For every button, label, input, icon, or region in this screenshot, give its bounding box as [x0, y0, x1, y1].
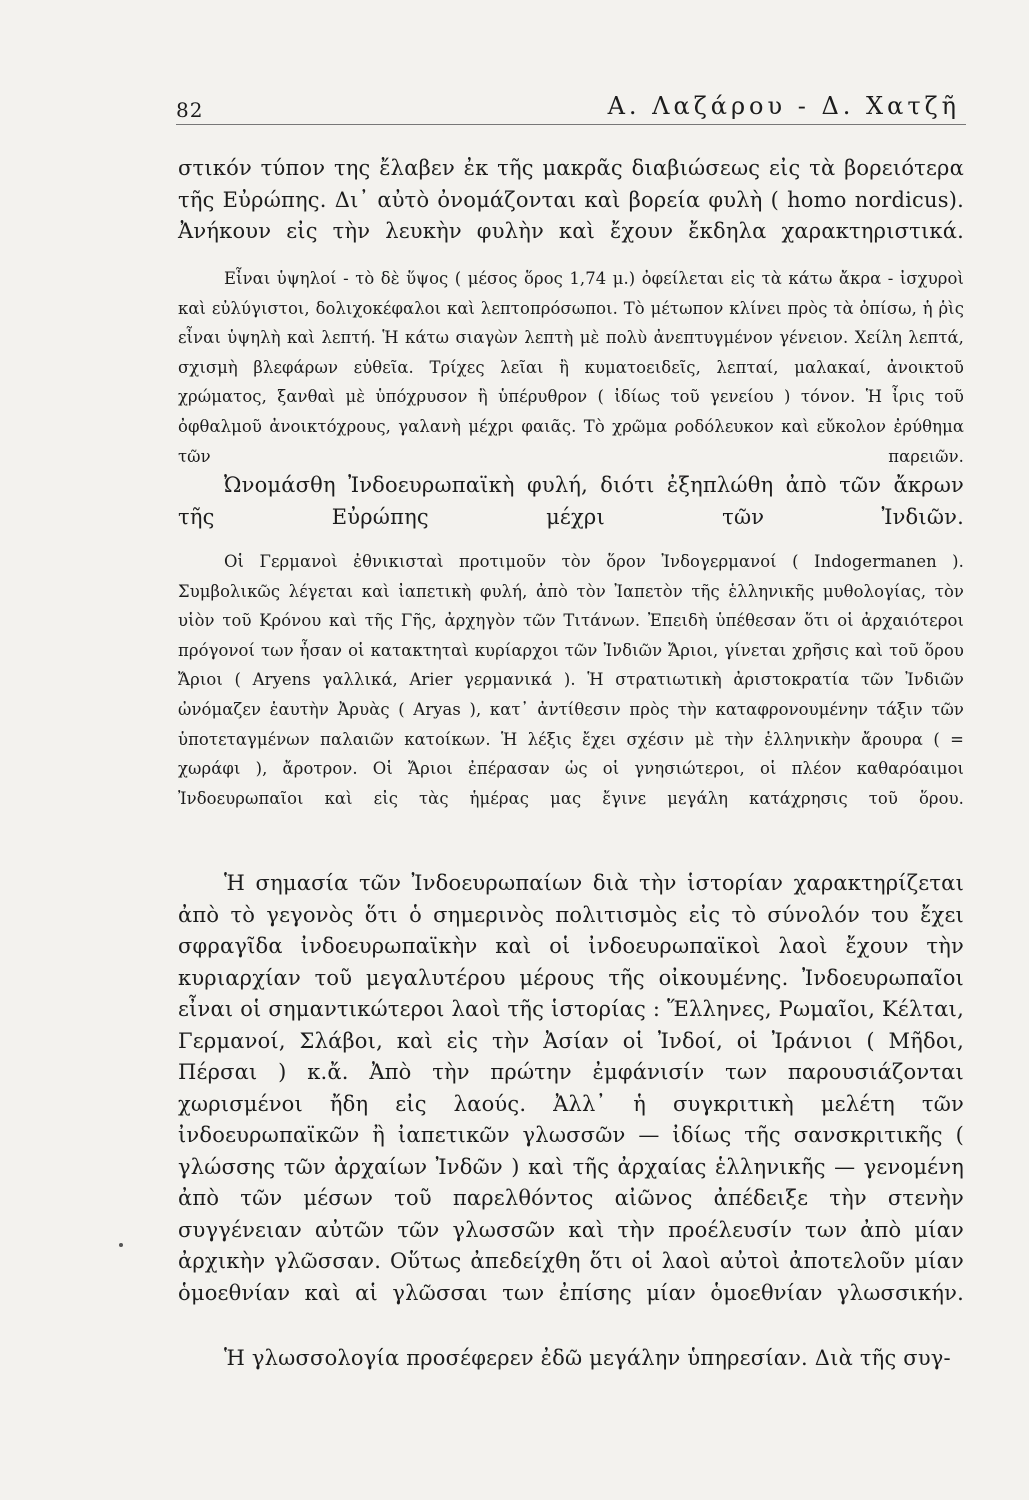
page-number: 82: [176, 98, 204, 122]
paragraph-description: Εἶναι ὑψηλοί - τὸ δὲ ὕψος ( μέσος ὅρος 1,74 μ.) ὀφείλεται εἰς τὰ κάτω ἄκρα - ἰσχυροὶ καὶ εὐλύγιστοι, δολιχοκέφαλοι καὶ λεπτοπρόσωποι. Τὸ μέτωπον κλίνει πρὸς τὰ ὀπίσω, ἡ ῥὶς εἶναι ὑψηλὴ καὶ λεπτή. Ἡ κάτω σιαγὼν λεπτὴ μὲ πολὺ ἀνεπτυγμένον γένειον. Χείλη λεπτά, σχισμὴ βλεφάρων εὐθεῖα. Τρίχες λεῖαι ἢ κυματοειδεῖς, λεπταί, μαλακαί, ἀνοικτοῦ χρώματος, ξανθαὶ μὲ ὑπόχρυσον ἢ ὑπέρυθρον ( ἰδίως τοῦ γενείου ) τόνον. Ἡ ἶρις τοῦ ὀφθαλμοῦ ἀνοικτόχρους, γαλανὴ μέχρι φαιᾶς. Τὸ χρῶμα ροδόλευκον καὶ εὔκολον ἐρύθημα τῶν παρειῶν.: [178, 269, 964, 466]
paragraph-linguistics: Ἡ γλωσσολογία προσέφερεν ἐδῶ μεγάλην ὑπηρεσίαν. Διὰ τῆς συγ-: [224, 1346, 951, 1370]
paragraph-continuation: στικόν τύπον της ἔλαβεν ἐκ τῆς μακρᾶς διαβιώσεως εἰς τὰ βορειότερα τῆς Εὐρώπης. Δι᾽ αὐτὸ ὀνομάζονται καὶ βορεία φυλὴ ( homo nordicus). Ἀνήκουν εἰς τὴν λευκὴν φυλὴν καὶ ἔχουν ἔκδηλα χαρακτηριστικά.: [178, 156, 964, 243]
paragraph-naming: Ὠνομάσθη Ἰνδοευρωπαϊκὴ φυλή, διότι ἐξηπλώθη ἀπὸ τῶν ἄκρων τῆς Εὐρώπης μέχρι τῶν Ἰνδιῶν.: [178, 473, 964, 529]
running-head: Α. Λαζάρου - Δ. Χατζῆ: [607, 92, 960, 120]
paragraph-aryans-note: Οἱ Γερμανοὶ ἐθνικισταὶ προτιμοῦν τὸν ὅρον Ἰνδογερμανοί ( Indogermanen ). Συμβολικῶς λέγεται καὶ ἰαπετικὴ φυλή, ἀπὸ τὸν Ἰαπετὸν τῆς ἑλληνικῆς μυθολογίας, τὸν υἱὸν τοῦ Κρόνου καὶ τῆς Γῆς, ἀρχηγὸν τῶν Τιτάνων. Ἐπειδὴ ὑπέθεσαν ὅτι οἱ ἀρχαιότεροι πρόγονοί των ἦσαν οἱ κατακτηταὶ κυρίαρχοι τῶν Ἰνδιῶν Ἄριοι, γίνεται χρῆσις καὶ τοῦ ὅρου Ἄριοι ( Aryens γαλλικά, Arier γερμανικά ). Ἡ στρατιωτικὴ ἀριστοκρατία τῶν Ἰνδιῶν ὠνόμαζεν ἑαυτὴν Ἀρυὰς ( Aryas ), κατ᾽ ἀντίθεσιν πρὸς τὴν καταφρονουμένην τάξιν τῶν ὑποτεταγμένων παλαιῶν κατοίκων. Ἡ λέξις ἔχει σχέσιν μὲ τὴν ἑλληνικὴν ἄρουρα ( = χωράφι ), ἄροτρον. Οἱ Ἄριοι ἐπέρασαν ὡς οἱ γνησιώτεροι, οἱ πλέον καθαρόαιμοι Ἰνδοευρωπαῖοι καὶ εἰς τὰς ἡμέρας μας ἔγινε μεγάλη κατάχρησις τοῦ ὅρου.: [178, 552, 964, 808]
page-header: [176, 92, 966, 132]
ink-spot: [119, 1243, 123, 1247]
header-rule: [176, 124, 966, 125]
paragraph-significance: Ἡ σημασία τῶν Ἰνδοευρωπαίων διὰ τὴν ἱστορίαν χαρακτηρίζεται ἀπὸ τὸ γεγονὸς ὅτι ὁ σημερινὸς πολιτισμὸς εἰς τὸ σύνολόν του ἔχει σφραγῖδα ἰνδοευρωπαϊκὴν καὶ οἱ ἰνδοευρωπαϊκοὶ λαοὶ ἔχουν τὴν κυριαρχίαν τοῦ μεγαλυτέρου μέρους τῆς οἰκουμένης. Ἰνδοευρωπαῖοι εἶναι οἱ σημαντικώτεροι λαοὶ τῆς ἱστορίας : Ἕλληνες, Ρωμαῖοι, Κέλται, Γερμανοί, Σλάβοι, καὶ εἰς τὴν Ἀσίαν οἱ Ἰνδοί, οἱ Ἰράνιοι ( Μῆδοι, Πέρσαι ) κ.ἄ. Ἀπὸ τὴν πρώτην ἐμφάνισίν των παρουσιάζονται χωρισμένοι ἤδη εἰς λαούς. Ἀλλ᾽ ἡ συγκριτικὴ μελέτη τῶν ἰνδοευρωπαϊκῶν ἢ ἰαπετικῶν γλωσσῶν — ἰδίως τῆς σανσκριτικῆς ( γλώσσης τῶν ἀρχαίων Ἰνδῶν ) καὶ τῆς ἀρχαίας ἑλληνικῆς — γενομένη ἀπὸ τῶν μέσων τοῦ παρελθόντος αἰῶνος ἀπέδειξε τὴν στενὴν συγγένειαν αὐτῶν τῶν γλωσσῶν καὶ τὴν προέλευσίν των ἀπὸ μίαν ἀρχικὴν γλῶσσαν. Οὕτως ἀπεδείχθη ὅτι οἱ λαοὶ αὐτοὶ ἀποτελοῦν μίαν ὁμοεθνίαν καὶ αἱ γλῶσσαι των ἐπίσης μίαν ὁμοεθνίαν γλωσσικήν.: [178, 871, 964, 1305]
